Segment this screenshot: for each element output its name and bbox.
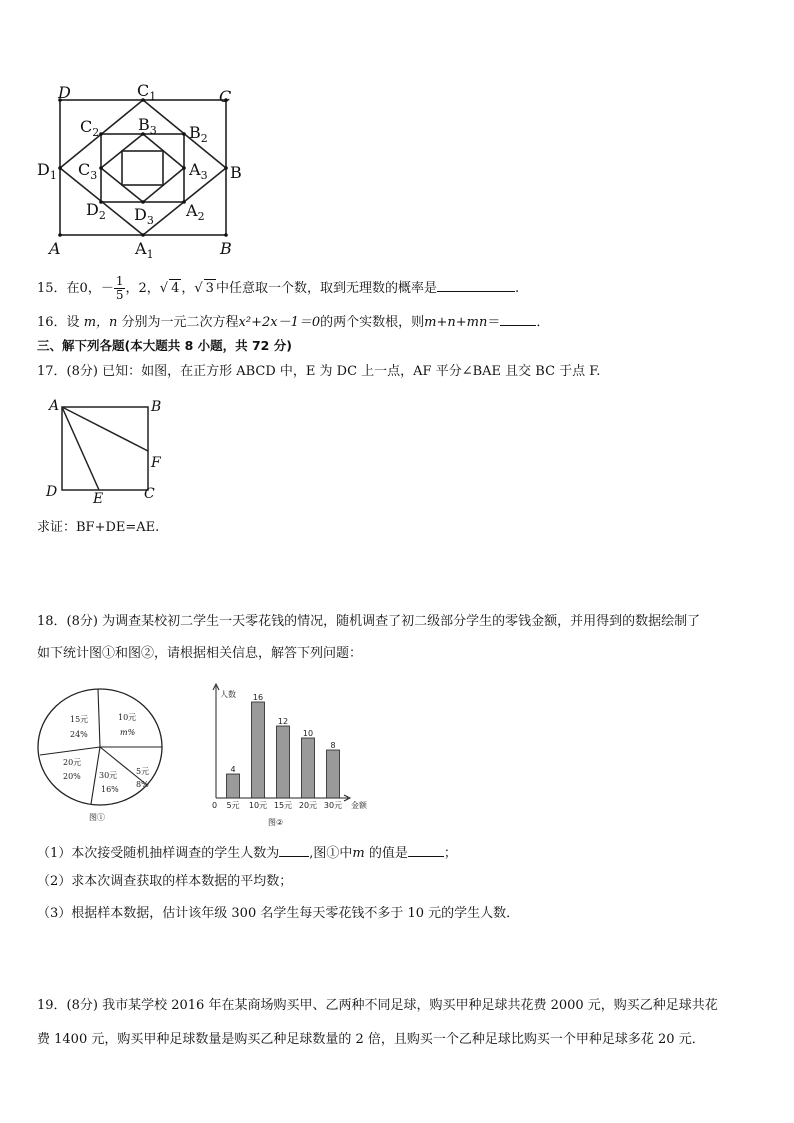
square-figure bbox=[40, 393, 170, 505]
bar-chart bbox=[200, 680, 380, 830]
label-B-bottom: B bbox=[220, 239, 232, 258]
label-A: A bbox=[49, 239, 61, 258]
bar-5 bbox=[327, 750, 340, 798]
answer-blank-18-1b[interactable] bbox=[408, 843, 444, 857]
q18-sub2: （2）求本次调查获取的样本数据的平均数； bbox=[37, 874, 293, 889]
bar-chart-caption: 图② bbox=[268, 818, 284, 827]
label-C: C bbox=[144, 486, 155, 502]
label-D: D bbox=[58, 83, 71, 102]
answer-blank-16[interactable] bbox=[500, 312, 536, 326]
pie-divider-1 bbox=[98, 689, 100, 747]
rhombus-2 bbox=[101, 134, 184, 202]
segment-AE bbox=[62, 407, 99, 490]
y-axis-label: 人数 bbox=[220, 690, 236, 699]
sqrt-3: 3 bbox=[205, 281, 214, 296]
x-tick-label-5: 30元 bbox=[323, 801, 343, 810]
nested-squares-figure bbox=[36, 82, 252, 262]
x-tick-label-3: 15元 bbox=[273, 801, 293, 810]
label-D3: $D_3$ bbox=[134, 205, 154, 227]
question-19-line2: 费 1400 元，购买甲种足球数量是购买乙种足球数量的 2 倍，且购买一个乙种足球比购买一个甲种足球多花 20 元． bbox=[37, 1032, 705, 1047]
prove-statement: 求证：BF+DE=AE. bbox=[37, 520, 160, 535]
label-D2: $D_2$ bbox=[86, 200, 106, 222]
bar-2 bbox=[252, 702, 265, 798]
label-F: F bbox=[151, 455, 161, 471]
sqrt-4: 4 bbox=[171, 281, 180, 296]
square-ABCD bbox=[62, 407, 148, 490]
answer-blank-18-1a[interactable] bbox=[279, 843, 309, 857]
q18-sub1: （1）本次接受随机抽样调查的学生人数为 ,图①中m 的值是 ； bbox=[37, 843, 457, 863]
question-15: 15．在0，－ $\frac{1}{5}$ ，2，√ 4 ，√ 3 中任意取一个数，取到无理数的概率是 . bbox=[37, 274, 520, 302]
label-A1: $A_1$ bbox=[135, 239, 154, 261]
pie-value-30: 16% bbox=[101, 785, 119, 794]
label-B3: $B_3$ bbox=[138, 115, 157, 137]
label-A3: $A_3$ bbox=[189, 160, 208, 182]
x-tick-label-1: 5元 bbox=[226, 801, 240, 810]
label-C2: $C_2$ bbox=[80, 117, 100, 139]
pie-label-20: 20元 bbox=[63, 758, 82, 767]
rectangle-3 bbox=[122, 151, 163, 185]
section-header: 三、解下列各题(本大题共 8 小题，共 72 分) bbox=[37, 338, 292, 353]
label-A: A bbox=[49, 398, 60, 414]
segment-AF bbox=[62, 407, 148, 451]
answer-blank-15[interactable] bbox=[437, 278, 515, 292]
pie-value-10: m% bbox=[120, 728, 136, 737]
label-C1: $C_1$ bbox=[137, 82, 157, 103]
x-axis-label: 金额 bbox=[351, 801, 367, 810]
label-B: B bbox=[151, 399, 162, 415]
bar-value-label-2: 16 bbox=[252, 693, 264, 702]
label-B: B bbox=[230, 163, 242, 182]
rectangle-2 bbox=[101, 134, 184, 202]
bar-value-label-3: 12 bbox=[277, 717, 289, 726]
question-18-line1: 18．(8分) 为调查某校初二学生一天零花钱的情况，随机调查了初二级部分学生的零钱金额，并用得到的数据绘制了 bbox=[37, 614, 701, 629]
q18-sub3: （3）根据样本数据，估计该年级 300 名学生每天零花钱不多于 10 元的学生人数． bbox=[37, 906, 520, 921]
x-tick-label-2: 10元 bbox=[248, 801, 268, 810]
pie-value-20: 20% bbox=[63, 772, 81, 781]
label-A2: $A_2$ bbox=[186, 201, 205, 223]
label-C: C bbox=[219, 87, 232, 106]
bar-3 bbox=[277, 726, 290, 798]
pie-value-15: 24% bbox=[70, 730, 88, 739]
pie-label-15: 15元 bbox=[70, 715, 89, 724]
bar-value-label-1: 4 bbox=[230, 765, 236, 774]
question-19-line1: 19．(8分) 我市某学校 2016 年在某商场购买甲、乙两种不同足球，购买甲种足球共花费 2000 元，购买乙种足球共花 bbox=[37, 998, 718, 1013]
pie-caption: 图① bbox=[89, 813, 105, 822]
label-D1: $D_1$ bbox=[37, 160, 57, 182]
question-17: 17．(8分) 已知：如图，在正方形 ABCD 中，E 为 DC 上一点，AF 平分∠BAE 且交 BC 于点 F. bbox=[37, 364, 601, 379]
bar-1 bbox=[227, 774, 240, 798]
pie-label-30: 30元 bbox=[99, 771, 118, 780]
question-16: 16．设 m，n 分别为一元二次方程x²+2x－1＝0的两个实数根，则m+n+mn＝ ． bbox=[37, 312, 549, 332]
label-D: D bbox=[46, 484, 58, 500]
fraction-one-fifth: $\frac{1}{5}$ bbox=[115, 274, 124, 302]
pie-chart bbox=[36, 682, 176, 827]
bar-value-label-4: 10 bbox=[302, 729, 314, 738]
pie-label-5: 5元 bbox=[136, 767, 150, 776]
pie-value-5: 8% bbox=[136, 780, 149, 789]
label-C3: $C_3$ bbox=[78, 160, 98, 182]
pie-label-10: 10元 bbox=[118, 713, 137, 722]
bar-value-label-5: 8 bbox=[330, 741, 336, 750]
label-E: E bbox=[93, 491, 104, 505]
x-tick-label-4: 20元 bbox=[298, 801, 318, 810]
label-B2: $B_2$ bbox=[189, 123, 208, 145]
pie-divider-5 bbox=[40, 747, 100, 755]
origin-label: 0 bbox=[212, 801, 218, 810]
bar-4 bbox=[302, 738, 315, 798]
question-18-line2: 如下统计图①和图②，请根据相关信息，解答下列问题： bbox=[37, 646, 363, 661]
